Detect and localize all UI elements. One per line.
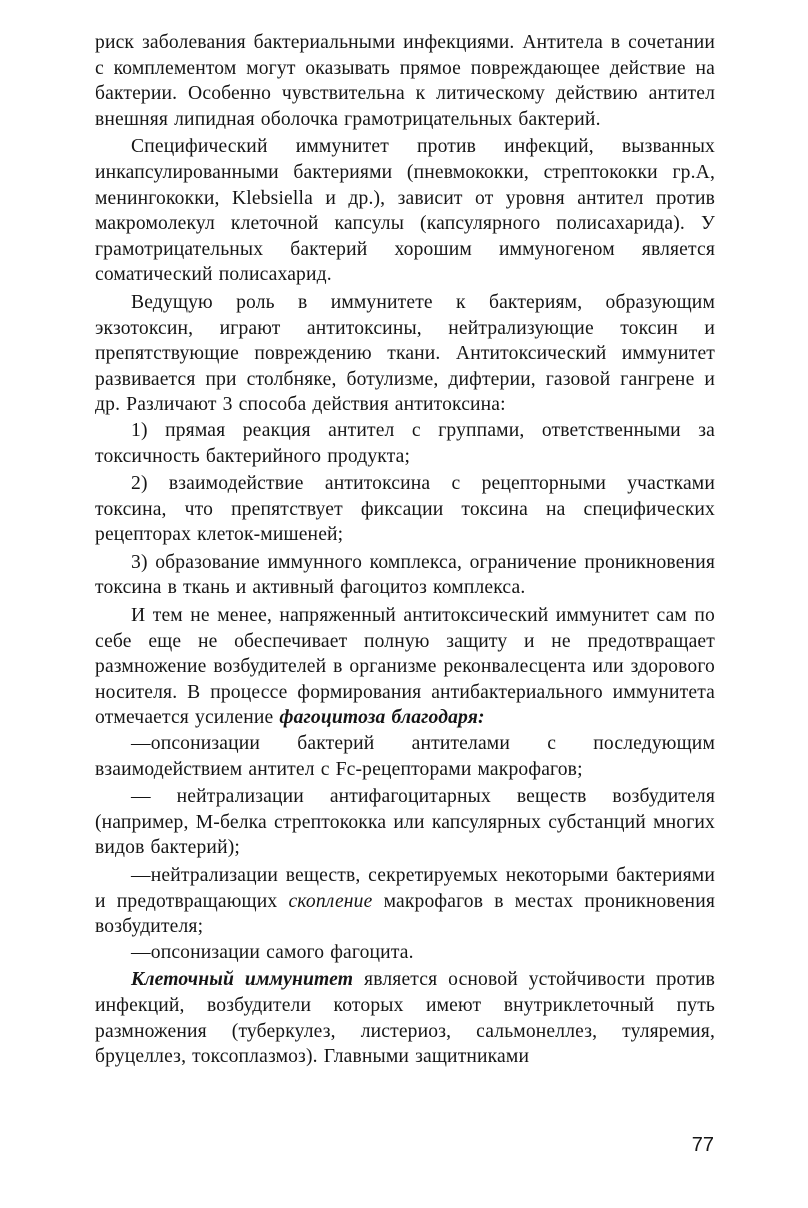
paragraph-phagocytosis-text: И тем не менее, напряженный антитоксический иммунитет сам по себе еще не обеспечивает полную защиту и не предотвращает размножение возбудителей в организме реконвалесцента или здорового носителя. В процессе формирования антибактериального иммунитета отмечается усиление	[95, 605, 715, 729]
paragraph-phagocytosis	[95, 603, 715, 731]
list-item-antitoxin-1: 1) прямая реакция антител с группами, ответственными за токсичность бактерийного продукта;	[95, 419, 715, 467]
list-item-neutralization-secreted	[95, 863, 715, 940]
list-item-opsonization: —опсонизации бактерий антителами с последующим взаимодействием антител с Fc-рецепторами макрофагов;	[95, 733, 715, 780]
list-item-antitoxin-3: 3) образование иммунного комплекса, ограничение проникновения токсина в ткань и активный фагоцитоз комплекса.	[95, 551, 715, 599]
page-number: 77	[691, 1134, 714, 1156]
list-item-neutralization-antiphagocytic: — нейтрализации антифагоцитарных веществ возбудителя (например, М-белка стрептококка или капсулярных субстанций многих видов бактерий);	[95, 786, 715, 859]
emphasis-accumulation: скопление	[288, 890, 373, 912]
paragraph-antitoxin: Ведущую роль в иммунитете к бактериям, образующим экзотоксин, играют антитоксины, нейтрализующие токсин и препятствующие повреждению ткани. Антитоксический иммунитет развивается при столбняке, ботулизме, дифтерии, газовой гангрене и др. Различают 3 способа действия антитоксина:	[95, 291, 715, 416]
emphasis-cellular-immunity: Клеточный иммунитет	[131, 969, 354, 991]
list-item-opsonization-phagocyte: —опсонизации самого фагоцита.	[131, 941, 414, 963]
emphasis-phagocytosis: фагоцитоза благодаря:	[279, 707, 485, 729]
list-item-text-a: —нейтрализации веществ, секретируемых некоторыми бактериями и предотвращающих	[95, 865, 715, 912]
list-item-antitoxin-2: 2) взаимодействие антитоксина с рецепторными участками токсина, что препятствует фиксации токсина на специфических рецепторах клеток-мишеней;	[95, 473, 715, 546]
paragraph-capsule-immunity: Специфический иммунитет против инфекций, вызванных инкапсулированными бактериями (пневмококки, стрептококки гр.А, менингококки, Klebsiella и др.), зависит от уровня антител против макромолекул клеточной капсулы (капсулярного полисахарида). У грамотрицательных бактерий хорошим иммуногеном является соматический полисахарид.	[95, 136, 715, 286]
paragraph-continuation: риск заболевания бактериальными инфекциями. Антитела в сочетании с комплементом могут оказывать прямое повреждающее действие на бактерии. Особенно чувствительна к литическому действию антител внешняя липидная оболочка грамотрицательных бактерий.	[95, 32, 715, 130]
list-item-text-b: макрофагов в местах проникновения возбудителя;	[95, 890, 715, 938]
page-body	[95, 30, 715, 1070]
paragraph-cellular-immunity	[95, 967, 715, 1069]
paragraph-cellular-immunity-text: является основой устойчивости против инфекций, возбудители которых имеют внутриклеточный путь размножения (туберкулез, листериоз, сальмонеллез, туляремия, бруцеллез, токсоплазмоз). Главными защитниками	[95, 969, 715, 1068]
